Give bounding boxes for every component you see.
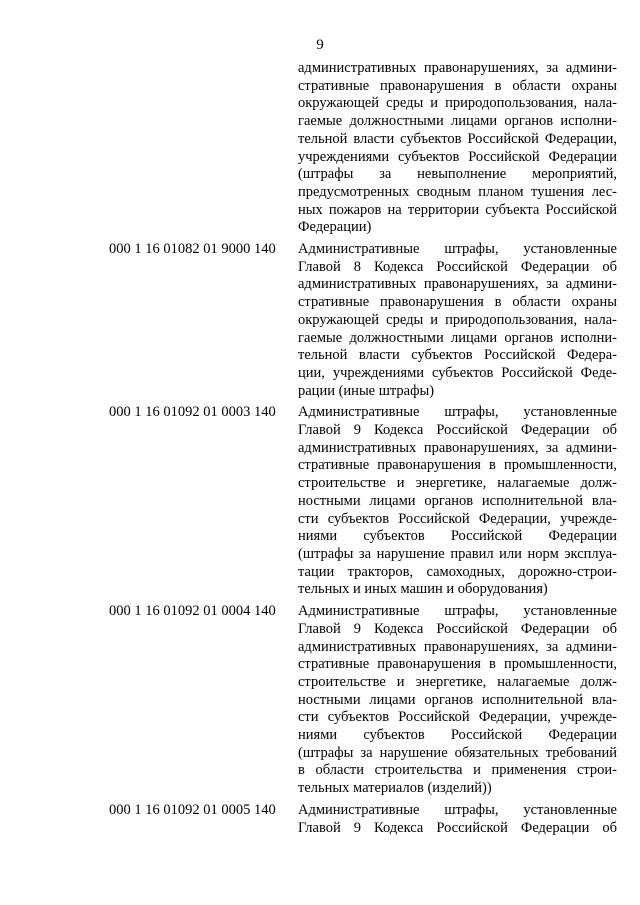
description-line: Главой 9 Кодекса Российской Федерации об [298,620,617,637]
description-line: ностными лицами органов исполнительной вла- [298,691,617,708]
page-number: 9 [316,37,324,53]
description-line: тельных и иных машин и оборудования) [298,581,548,598]
revenue-codes-table [0,60,640,841]
table-row [0,241,640,400]
description-line: административных правонарушениях, за админи- [298,638,617,655]
table-row [0,802,640,837]
description-line: окружающей среды и природопользования, нала- [298,311,617,328]
description-line: тации тракторов, самоходных, дорожно-строи- [298,563,617,580]
description-line: стративные правонарушения в промышленности, [298,656,617,673]
description-line: окружающей среды и природопользования, нала- [298,95,617,112]
description-line: гаемые должностными лицами органов исполни- [298,113,617,130]
table-row [0,603,640,798]
description-line: ции, учреждениями субъектов Российской Феде- [298,364,617,381]
description-line: Административные штрафы, установленные [298,241,617,258]
description-line: Федерации) [298,219,372,236]
description-line: (штрафы за нарушение правил или норм эксплуа- [298,545,617,562]
description-line: Главой 8 Кодекса Российской Федерации об [298,258,617,275]
description-line: рации (иные штрафы) [298,382,435,399]
description-line: Административные штрафы, установленные [298,801,617,818]
description-line: предусмотренных сводным планом тушения лес- [298,183,617,200]
code-description [298,404,617,599]
description-line: Главой 9 Кодекса Российской Федерации об [298,819,617,836]
description-line: учреждениями субъектов Российской Федерации [298,148,617,165]
classification-code: 000 1 16 01092 01 0004 140 [109,603,276,620]
classification-code: 000 1 16 01082 01 9000 140 [109,241,276,258]
table-row [0,60,640,237]
description-line: Административные штрафы, установленные [298,404,617,421]
description-line: тельной власти субъектов Российской Федера- [298,347,617,364]
description-line: стративные правонарушения в промышленности, [298,457,617,474]
code-description [298,241,617,400]
description-line: строительстве и энергетике, налагаемые долж- [298,475,617,492]
description-line: (штрафы за невыполнение мероприятий, [298,166,617,183]
description-line: административных правонарушениях, за админи- [298,439,617,456]
description-line: стративные правонарушения в области охраны [298,77,617,94]
description-line: ностными лицами органов исполнительной вла- [298,492,617,509]
description-line: в области строительства и применения строи- [298,762,617,779]
code-description [298,802,617,837]
description-line: тельной власти субъектов Российской Федерации, [298,130,617,147]
description-line: сти субъектов Российской Федерации, учрежде- [298,709,617,726]
description-line: стративные правонарушения в области охраны [298,294,617,311]
code-description [298,60,617,237]
description-line: сти субъектов Российской Федерации, учрежде- [298,510,617,527]
description-line: Главой 9 Кодекса Российской Федерации об [298,422,617,439]
description-line: (штрафы за нарушение обязательных требований [298,744,617,761]
description-line: ниями субъектов Российской Федерации [298,727,617,744]
description-line: гаемые должностными лицами органов исполни- [298,329,617,346]
table-row [0,404,640,599]
description-line: административных правонарушениях, за админи- [298,60,617,76]
classification-code: 000 1 16 01092 01 0005 140 [109,801,276,818]
description-line: Административные штрафы, установленные [298,603,617,620]
code-description [298,603,617,798]
description-line: тельных материалов (изделий)) [298,780,492,797]
description-line: строительстве и энергетике, налагаемые долж- [298,673,617,690]
description-line: административных правонарушениях, за админи- [298,276,617,293]
description-line: ных пожаров на территории субъекта Российской [298,201,617,218]
classification-code: 000 1 16 01092 01 0003 140 [109,404,276,421]
description-line: ниями субъектов Российской Федерации [298,528,617,545]
